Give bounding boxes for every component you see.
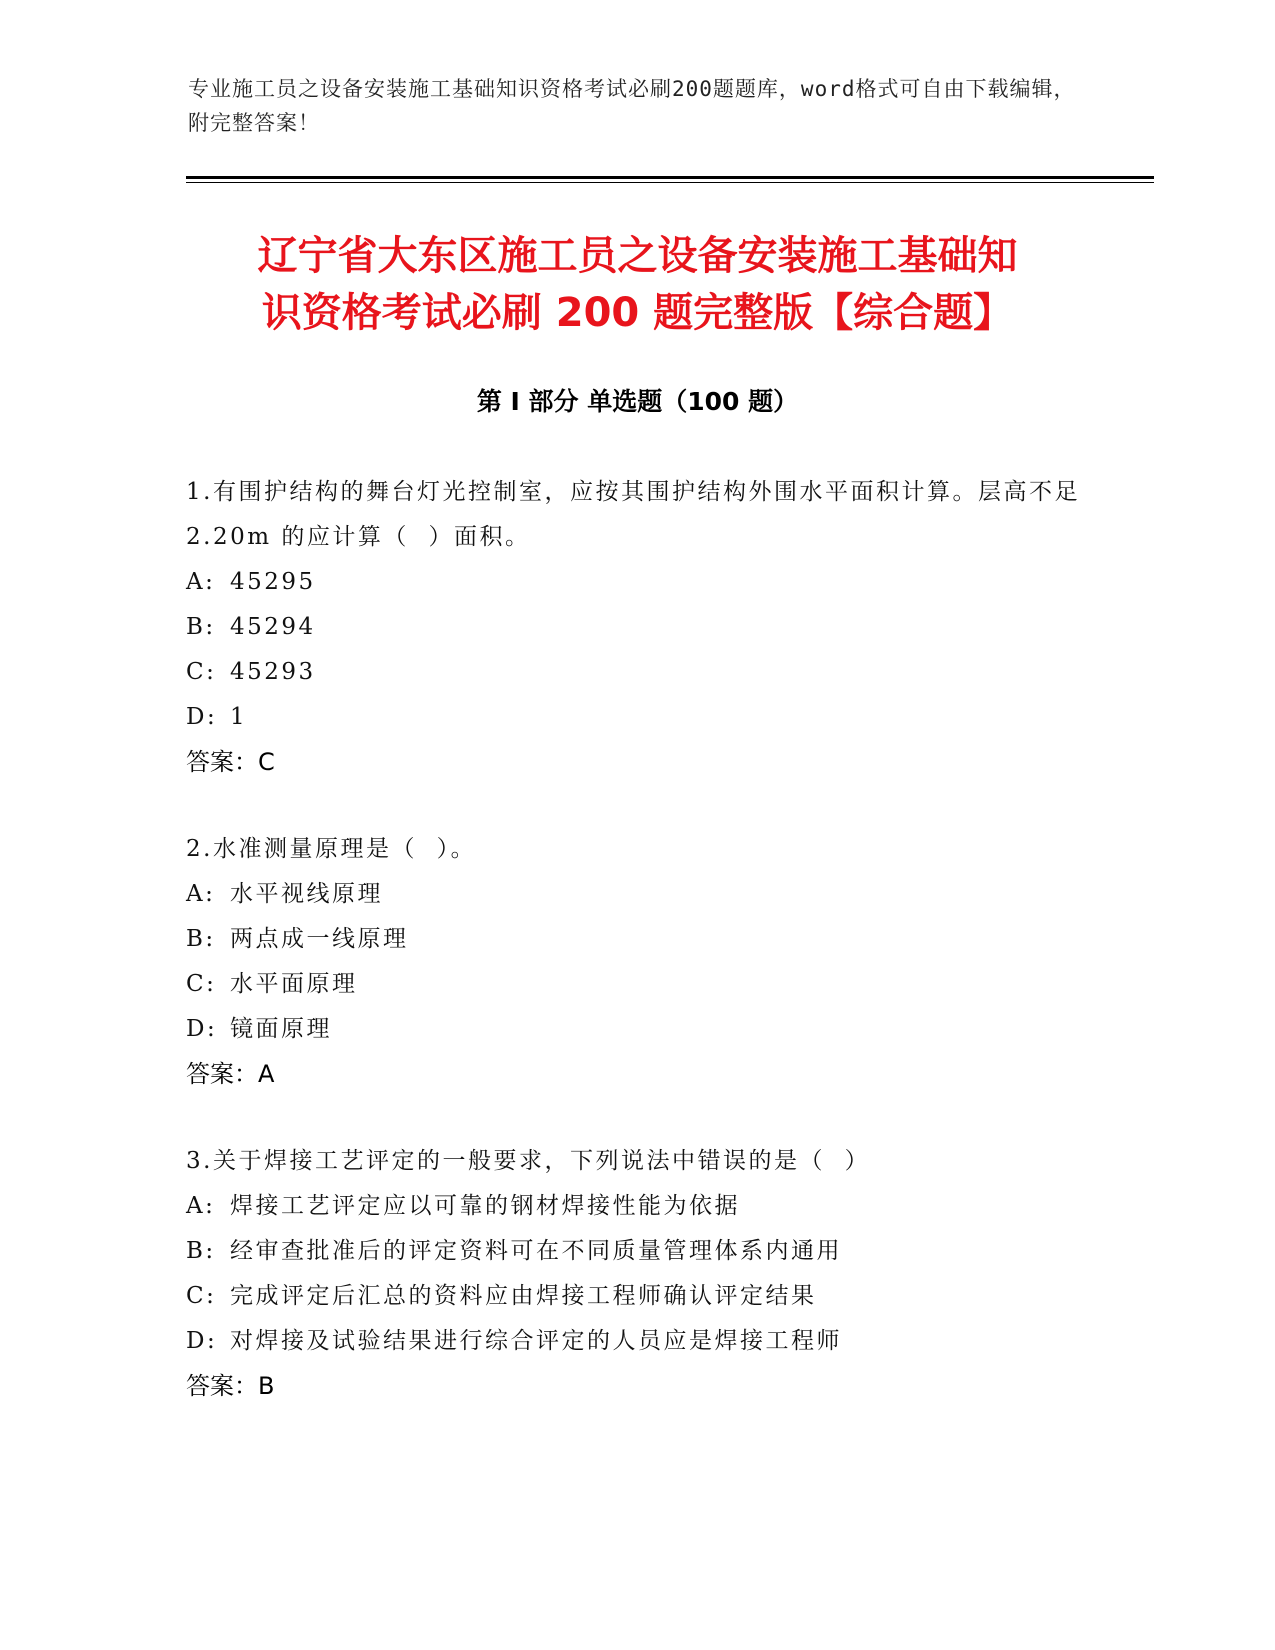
- option-letter: B:: [186, 614, 216, 640]
- option-text: 对焊接及试验结果进行综合评定的人员应是焊接工程师: [230, 1328, 842, 1354]
- option-letter: A:: [186, 569, 216, 595]
- option-a: [186, 1184, 1086, 1229]
- option-letter: C:: [186, 659, 217, 685]
- header-divider-thin: [186, 182, 1154, 183]
- question-2: [186, 827, 1086, 1097]
- section-title: 第 I 部分 单选题（100 题）: [476, 387, 799, 416]
- question-3: [186, 1139, 1086, 1409]
- question-1: [186, 470, 1090, 785]
- option-c: [186, 1274, 1086, 1319]
- option-d: [186, 1007, 1086, 1052]
- option-text: 45295: [230, 569, 316, 595]
- option-text: 完成评定后汇总的资料应由焊接工程师确认评定结果: [230, 1283, 817, 1309]
- document-title-line-2: 识资格考试必刷 200 题完整版【综合题】: [261, 290, 1014, 336]
- option-b: [186, 605, 1086, 650]
- option-text: 1: [230, 704, 248, 730]
- question-stem: 2.水准测量原理是（ ）。: [186, 836, 477, 862]
- question-stem: 1.有围护结构的舞台灯光控制室，应按其围护结构外围水平面积计算。层高不足 2.20m 的应计算（ ）面积。: [186, 479, 1090, 550]
- header-divider-thick: [186, 176, 1154, 179]
- option-text: 45293: [230, 659, 316, 685]
- option-d: [186, 1319, 1086, 1364]
- document-title: [160, 228, 1115, 342]
- option-a: [186, 872, 1086, 917]
- option-letter: A:: [186, 1193, 216, 1219]
- answer-line: 答案：A: [186, 1060, 275, 1088]
- option-text: 水平面原理: [230, 971, 358, 997]
- header-note: 专业施工员之设备安装施工基础知识资格考试必刷200题题库，word格式可自由下载编辑，附完整答案！: [188, 77, 1076, 135]
- question-stem: 3.关于焊接工艺评定的一般要求，下列说法中错误的是（ ）: [186, 1148, 871, 1174]
- option-text: 水平视线原理: [230, 881, 383, 907]
- option-letter: D:: [186, 704, 218, 730]
- option-letter: D:: [186, 1016, 218, 1042]
- option-text: 镜面原理: [230, 1016, 332, 1042]
- answer-line: 答案：B: [186, 1372, 275, 1400]
- option-a: [186, 560, 1086, 605]
- option-letter: C:: [186, 971, 217, 997]
- option-letter: B:: [186, 926, 216, 952]
- option-b: [186, 917, 1086, 962]
- option-letter: D:: [186, 1328, 218, 1354]
- question-list: [186, 470, 1090, 1451]
- option-c: [186, 650, 1086, 695]
- option-c: [186, 962, 1086, 1007]
- option-text: 焊接工艺评定应以可靠的钢材焊接性能为依据: [230, 1193, 740, 1219]
- document-title-line-1: 辽宁省大东区施工员之设备安装施工基础知: [257, 233, 1018, 279]
- option-letter: A:: [186, 881, 216, 907]
- option-text: 两点成一线原理: [230, 926, 409, 952]
- option-b: [186, 1229, 1086, 1274]
- option-text: 经审查批准后的评定资料可在不同质量管理体系内通用: [230, 1238, 842, 1264]
- option-letter: C:: [186, 1283, 217, 1309]
- option-text: 45294: [230, 614, 316, 640]
- option-d: [186, 695, 1086, 740]
- option-letter: B:: [186, 1238, 216, 1264]
- answer-line: 答案：C: [186, 748, 275, 776]
